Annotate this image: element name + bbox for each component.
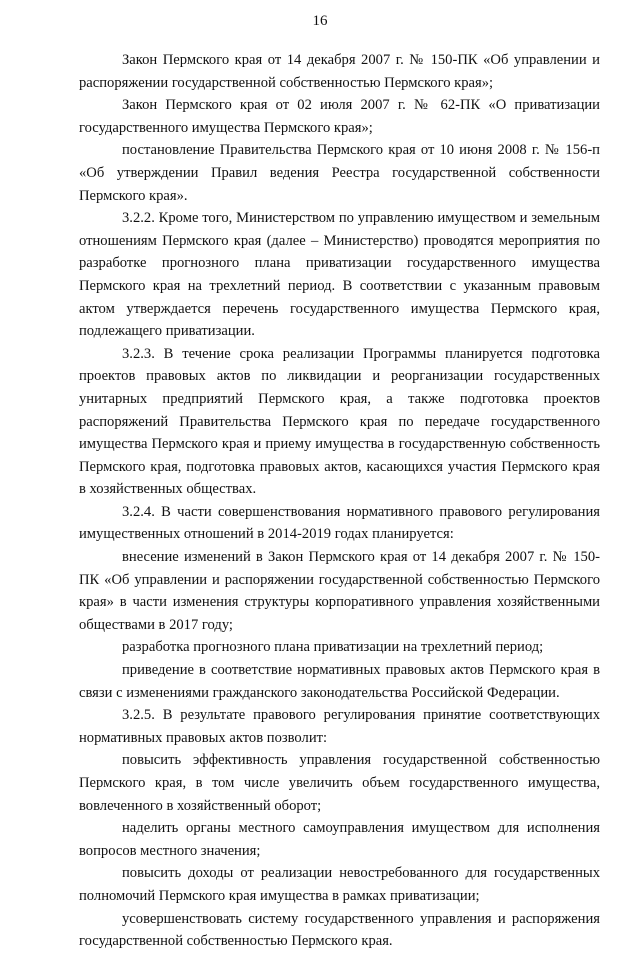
paragraph: постановление Правительства Пермского края от 10 июня 2008 г. № 156-п «Об утверждении Правил ведения Реестра государственной собственности Пермского края». [79, 142, 600, 204]
paragraph: 3.2.3. В течение срока реализации Программы планируется подготовка проектов правовых актов по ликвидации и реорганизации государственных унитарных предприятий Пермского края, а также подготовка проектов распоряжений Правительства Пермского края по передаче государственного имущества Пермского края и приему имущества в государственную собственность Пермского края, подготовка правовых актов, касающихся участия Пермского края в хозяйственных обществах. [79, 345, 600, 498]
paragraph: разработка прогнозного плана приватизации на трехлетний период; [122, 639, 544, 656]
paragraph: повысить доходы от реализации невостребованного для государственных полномочий Пермского края имущества в рамках приватизации; [79, 865, 600, 904]
paragraph: 3.2.2. Кроме того, Министерством по управлению имуществом и земельным отношениям Пермского края (далее – Министерство) проводятся мероприятия по разработке прогнозного плана приватизации государственного имущества Пермского края на трехлетний период. В соответствии с указанным правовым актом утверждается перечень государственного имущества Пермского края, подлежащего приватизации. [79, 210, 600, 340]
paragraph: приведение в соответствие нормативных правовых актов Пермского края в связи с изменениями гражданского законодательства Российской Федерации. [79, 662, 600, 701]
paragraph: усовершенствовать систему государственного управления и распоряжения государственной собственностью Пермского края. [79, 910, 600, 950]
paragraph: внесение изменений в Закон Пермского края от 14 декабря 2007 г. № 150-ПК «Об управлении и распоряжении государственной собственностью Пермского края» в части изменения структуры корпоративного управления хозяйственными обществами в 2017 году; [79, 549, 600, 633]
paragraph: Закон Пермского края от 02 июля 2007 г. № 62-ПК «О приватизации государственного имущества Пермского края»; [79, 97, 600, 136]
paragraph: повысить эффективность управления государственной собственностью Пермского края, в том числе увеличить объем государственного имущества, вовлеченного в хозяйственный оборот; [79, 752, 600, 814]
paragraph: 3.2.5. В результате правового регулирования принятие соответствующих нормативных правовых актов позволит: [79, 707, 600, 746]
paragraph: наделить органы местного самоуправления имуществом для исполнения вопросов местного значения; [79, 820, 600, 859]
paragraph: 3.2.4. В части совершенствования нормативного правового регулирования имущественных отношений в 2014-2019 годах планируется: [79, 503, 600, 543]
page-number: 16 [312, 13, 328, 29]
document-body [79, 49, 600, 953]
paragraph: Закон Пермского края от 14 декабря 2007 г. № 150-ПК «Об управлении и распоряжении государственной собственностью Пермского края»; [79, 52, 600, 91]
